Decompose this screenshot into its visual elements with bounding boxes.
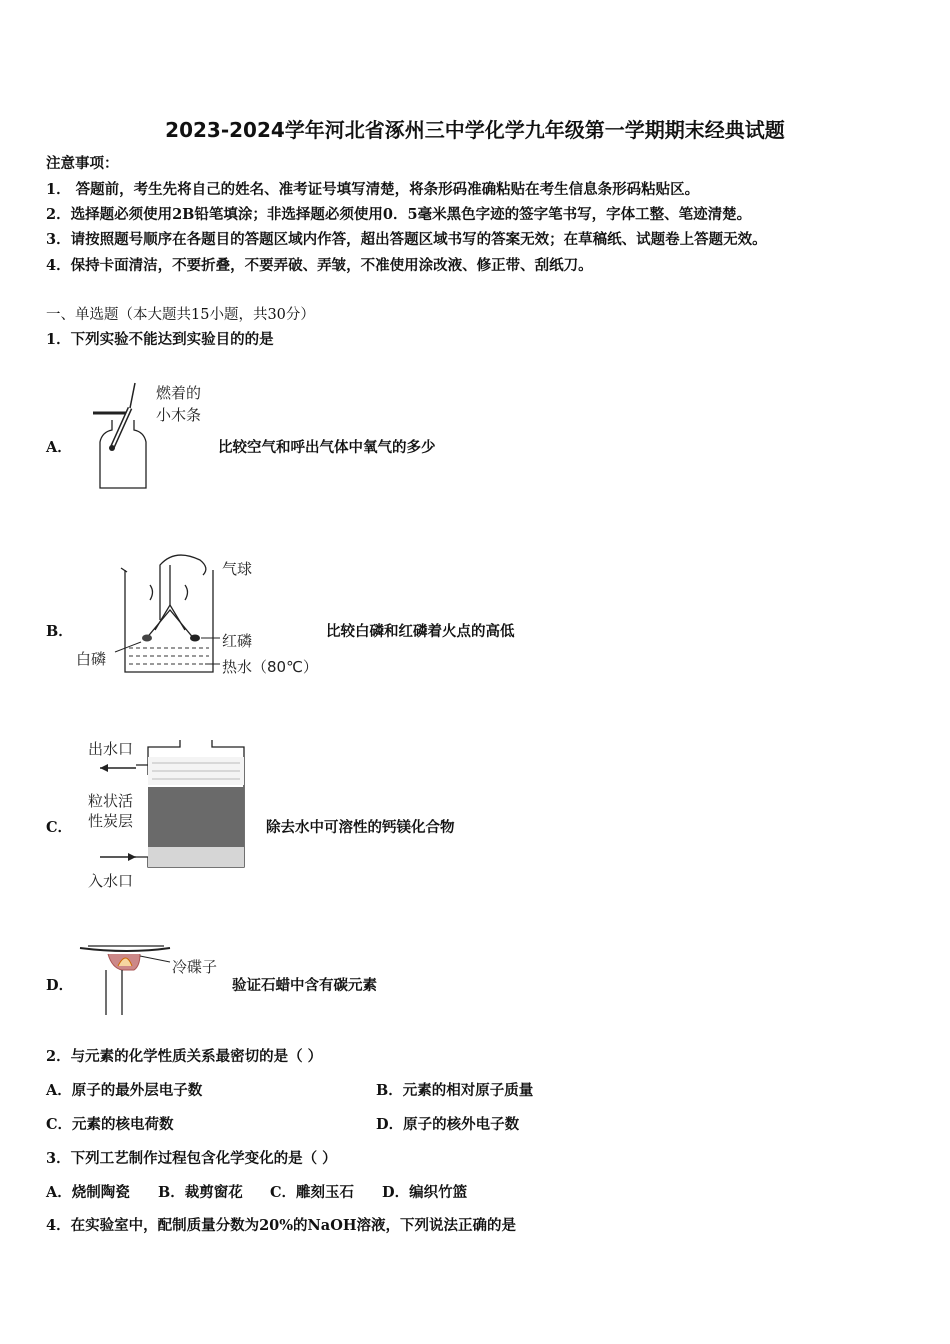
figure-b-beaker [115, 550, 225, 680]
figure-c-label-outlet: 出水口 [88, 740, 134, 758]
q3-stem: 3．下列工艺制作过程包含化学变化的是（ ） [46, 1150, 337, 1167]
notice-item-4: 4．保持卡面清洁，不要折叠，不要弄破、弄皱，不准使用涂改液、修正带、刮纸刀。 [46, 257, 593, 274]
notice-item-3: 3．请按照题号顺序在各题目的答题区域内作答，超出答题区域书写的答案无效；在草稿纸、试题卷上答题无效。 [46, 231, 767, 248]
figure-c-label-carbon-1: 粒状活 [88, 792, 134, 810]
page-title: 2023-2024学年河北省涿州三中学化学九年级第一学期期末经典试题 [165, 118, 785, 142]
q1-option-a-letter: A． [46, 439, 72, 456]
q1-option-c-text: 除去水中可溶性的钙镁化合物 [266, 819, 455, 836]
q2-stem: 2．与元素的化学性质关系最密切的是（ ） [46, 1048, 323, 1065]
figure-d-candle [78, 940, 178, 1020]
q3-option-a: A．烧制陶瓷 [46, 1184, 130, 1201]
figure-d-label-dish: 冷碟子 [172, 958, 218, 976]
q3-option-c: C．雕刻玉石 [270, 1184, 355, 1201]
figure-a-label-1: 燃着的 [156, 384, 202, 402]
figure-a-bottle [90, 380, 160, 495]
q1-option-a-text: 比较空气和呼出气体中氧气的多少 [218, 439, 436, 456]
q1-option-b-text: 比较白磷和红磷着火点的高低 [326, 623, 515, 640]
q1-option-d-letter: D． [46, 977, 74, 994]
figure-b-label-balloon: 气球 [222, 560, 253, 578]
q2-option-a: A．原子的最外层电子数 [46, 1082, 203, 1099]
q2-option-d: D．原子的核外电子数 [376, 1116, 520, 1133]
q1-option-b-letter: B． [46, 623, 73, 640]
q2-option-b: B．元素的相对原子质量 [376, 1082, 534, 1099]
notice-item-1: 1． 答题前，考生先将自己的姓名、准考证号填写清楚，将条形码准确粘贴在考生信息条形码粘贴区。 [46, 181, 700, 198]
q1-stem: 1．下列实验不能达到实验目的的是 [46, 331, 274, 348]
notice-item-2: 2．选择题必须使用2B铅笔填涂；非选择题必须使用0．5毫米黑色字迹的签字笔书写，字体工整、笔迹清楚。 [46, 206, 752, 223]
q3-option-d: D．编织竹篮 [382, 1184, 468, 1201]
figure-b-label-red-phosphorus: 红磷 [222, 632, 253, 650]
q4-stem: 4．在实验室中，配制质量分数为20%的NaOH溶液，下列说法正确的是 [46, 1217, 517, 1234]
figure-c-label-carbon-2: 性炭层 [88, 812, 134, 830]
figure-b-label-white-phosphorus: 白磷 [76, 650, 107, 668]
figure-c-label-inlet: 入水口 [88, 872, 134, 890]
figure-a-label-2: 小木条 [156, 406, 202, 424]
figure-b-label-hot-water: 热水（80℃） [222, 658, 318, 676]
q1-option-d-text: 验证石蜡中含有碳元素 [232, 977, 377, 994]
q3-option-b: B．裁剪窗花 [158, 1184, 243, 1201]
notice-heading: 注意事项： [46, 155, 119, 172]
q1-option-c-letter: C． [46, 819, 73, 836]
q2-option-c: C．元素的核电荷数 [46, 1116, 174, 1133]
section-heading: 一、单选题（本大题共15小题，共30分） [46, 307, 315, 323]
